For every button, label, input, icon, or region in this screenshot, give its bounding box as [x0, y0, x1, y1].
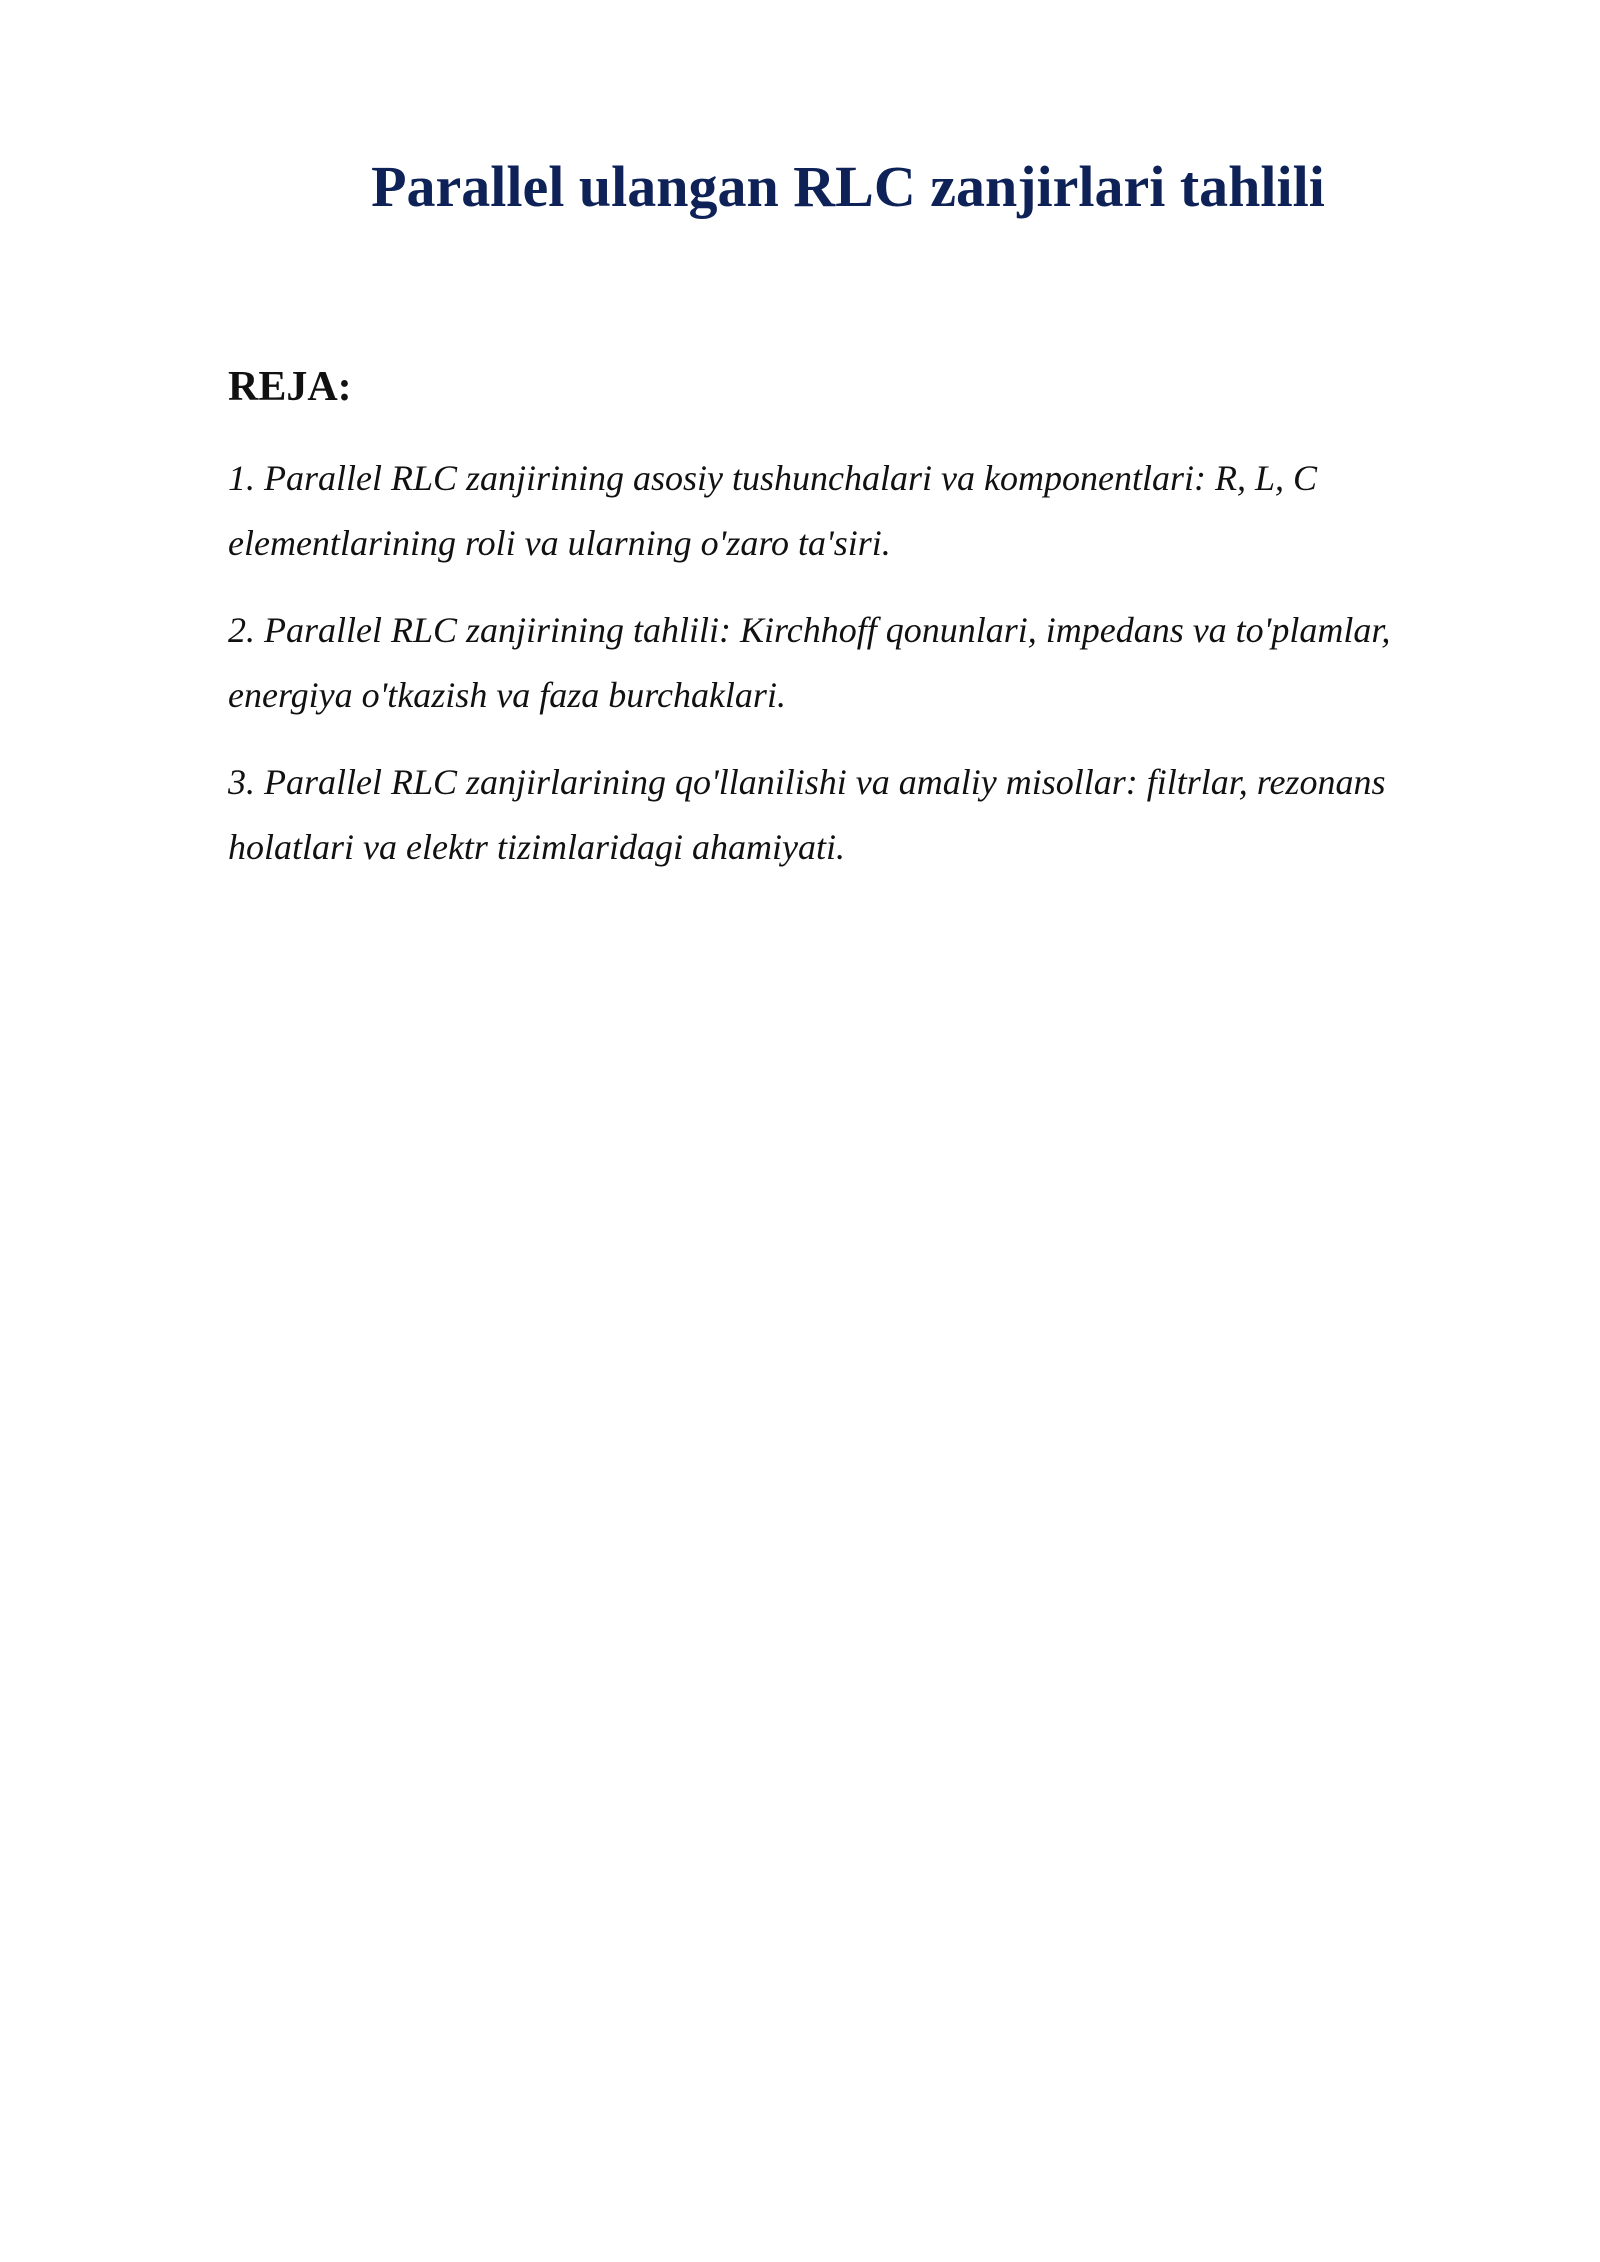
plan-item-1: 1. Parallel RLC zanjirining asosiy tushunchalari va komponentlari: R, L, C elementlarining roli va ularning o'zaro ta'siri. — [228, 458, 1317, 563]
plan-item-2: 2. Parallel RLC zanjirining tahlili: Kirchhoff qonunlari, impedans va to'plamlar, energiya o'tkazish va faza burchaklari. — [228, 610, 1391, 715]
plan-heading: REJA: — [228, 364, 352, 410]
document-title: Parallel ulangan RLC zanjirlari tahlili — [371, 154, 1325, 219]
plan-list — [228, 446, 1468, 902]
plan-item-3: 3. Parallel RLC zanjirlarining qo'llanilishi va amaliy misollar: filtrlar, rezonans holatlari va elektr tizimlaridagi ahamiyati. — [228, 762, 1386, 867]
